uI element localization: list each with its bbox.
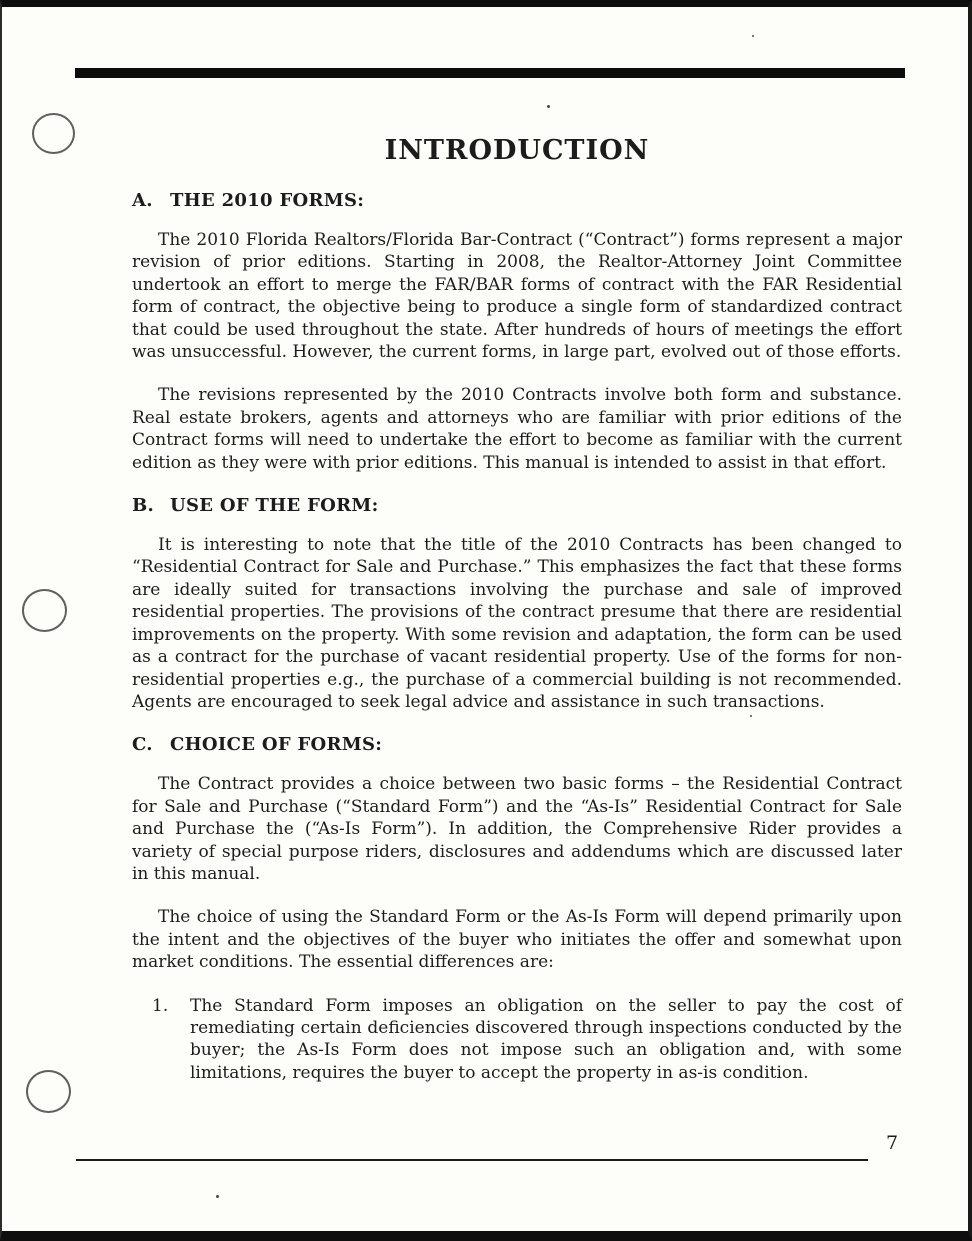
paragraph: It is interesting to note that the title of the 2010 Contracts has been changed to “Residential Contract for Sale and Purchase.” This emphasizes the fact that these forms are ideally suited for transactions involving the purchase and sale of improved residential properties. The provisions of the contract presume that there are residential improvements on the property. With some revision and adaptation, the form can be used as a contract for the purchase of vacant residential property. Use of the forms for non-residential properties e.g., the purchase of a commercial building is not recommended. Agents are encouraged to seek legal advice and assistance in such transactions.: [132, 535, 902, 712]
list-item-text: The Standard Form imposes an obligation on the seller to pay the cost of remediating certain deficiencies discovered through inspections conducted by the buyer; the As-Is Form does not impose such an obligation and, with some limitations, requires the buyer to accept the property in as-is condition.: [190, 995, 902, 1083]
page-title: INTRODUCTION: [384, 135, 650, 166]
section-b-heading-text: USE OF THE FORM:: [170, 495, 379, 517]
section-a-heading-text: THE 2010 FORMS:: [170, 190, 365, 211]
page-number: 7: [886, 1132, 899, 1154]
numbered-list: [152, 995, 902, 1085]
scan-speck: [752, 35, 754, 37]
footer-rule: [76, 1159, 868, 1161]
hole-punch-top: [32, 113, 75, 154]
section-b-heading: [132, 495, 902, 516]
section-c-heading: [132, 734, 902, 755]
paragraph: The choice of using the Standard Form or the As-Is Form will depend primarily upon the intent and the objectives of the buyer who initiates the offer and somewhat upon market conditions. The essential differences are:: [132, 907, 902, 973]
document-content: [132, 135, 902, 1084]
scan-speck: [547, 105, 550, 108]
section-use-of-the-form: [132, 495, 902, 713]
list-item: [152, 995, 902, 1085]
section-the-2010-forms: [132, 190, 902, 474]
scan-speck: [216, 1195, 219, 1198]
top-rule: [75, 68, 905, 78]
section-b-label: B.: [132, 495, 155, 517]
section-c-label: C.: [132, 734, 153, 756]
list-item-number: 1.: [152, 995, 169, 1016]
paragraph: The 2010 Florida Realtors/Florida Bar-Contract (“Contract”) forms represent a major revision of prior editions. Starting in 2008, the Realtor-Attorney Joint Committee undertook an effort to merge the FAR/BAR forms of contract with the FAR Residential form of contract, the objective being to produce a single form of standardized contract that could be used throughout the state. After hundreds of hours of meetings the effort was unsuccessful. However, the current forms, in large part, evolved out of those efforts.: [132, 230, 902, 363]
paragraph: The revisions represented by the 2010 Contracts involve both form and substance. Real estate brokers, agents and attorneys who are familiar with prior editions of the Contract forms will need to undertake the effort to become as familiar with the current edition as they were with prior editions. This manual is intended to assist in that effort.: [132, 385, 902, 473]
section-c-heading-text: CHOICE OF FORMS:: [170, 734, 383, 756]
hole-punch-middle: [22, 589, 67, 632]
hole-punch-bottom: [26, 1070, 71, 1113]
paragraph: The Contract provides a choice between two basic forms – the Residential Contract for Sale and Purchase (“Standard Form”) and the “As-Is” Residential Contract for Sale and Purchase the (“As-Is Form”). In addition, the Comprehensive Rider provides a variety of special purpose riders, disclosures and addendums which are discussed later in this manual.: [132, 774, 902, 884]
section-a-heading: [132, 190, 902, 211]
section-choice-of-forms: [132, 734, 902, 1084]
section-a-label: A.: [132, 190, 153, 211]
